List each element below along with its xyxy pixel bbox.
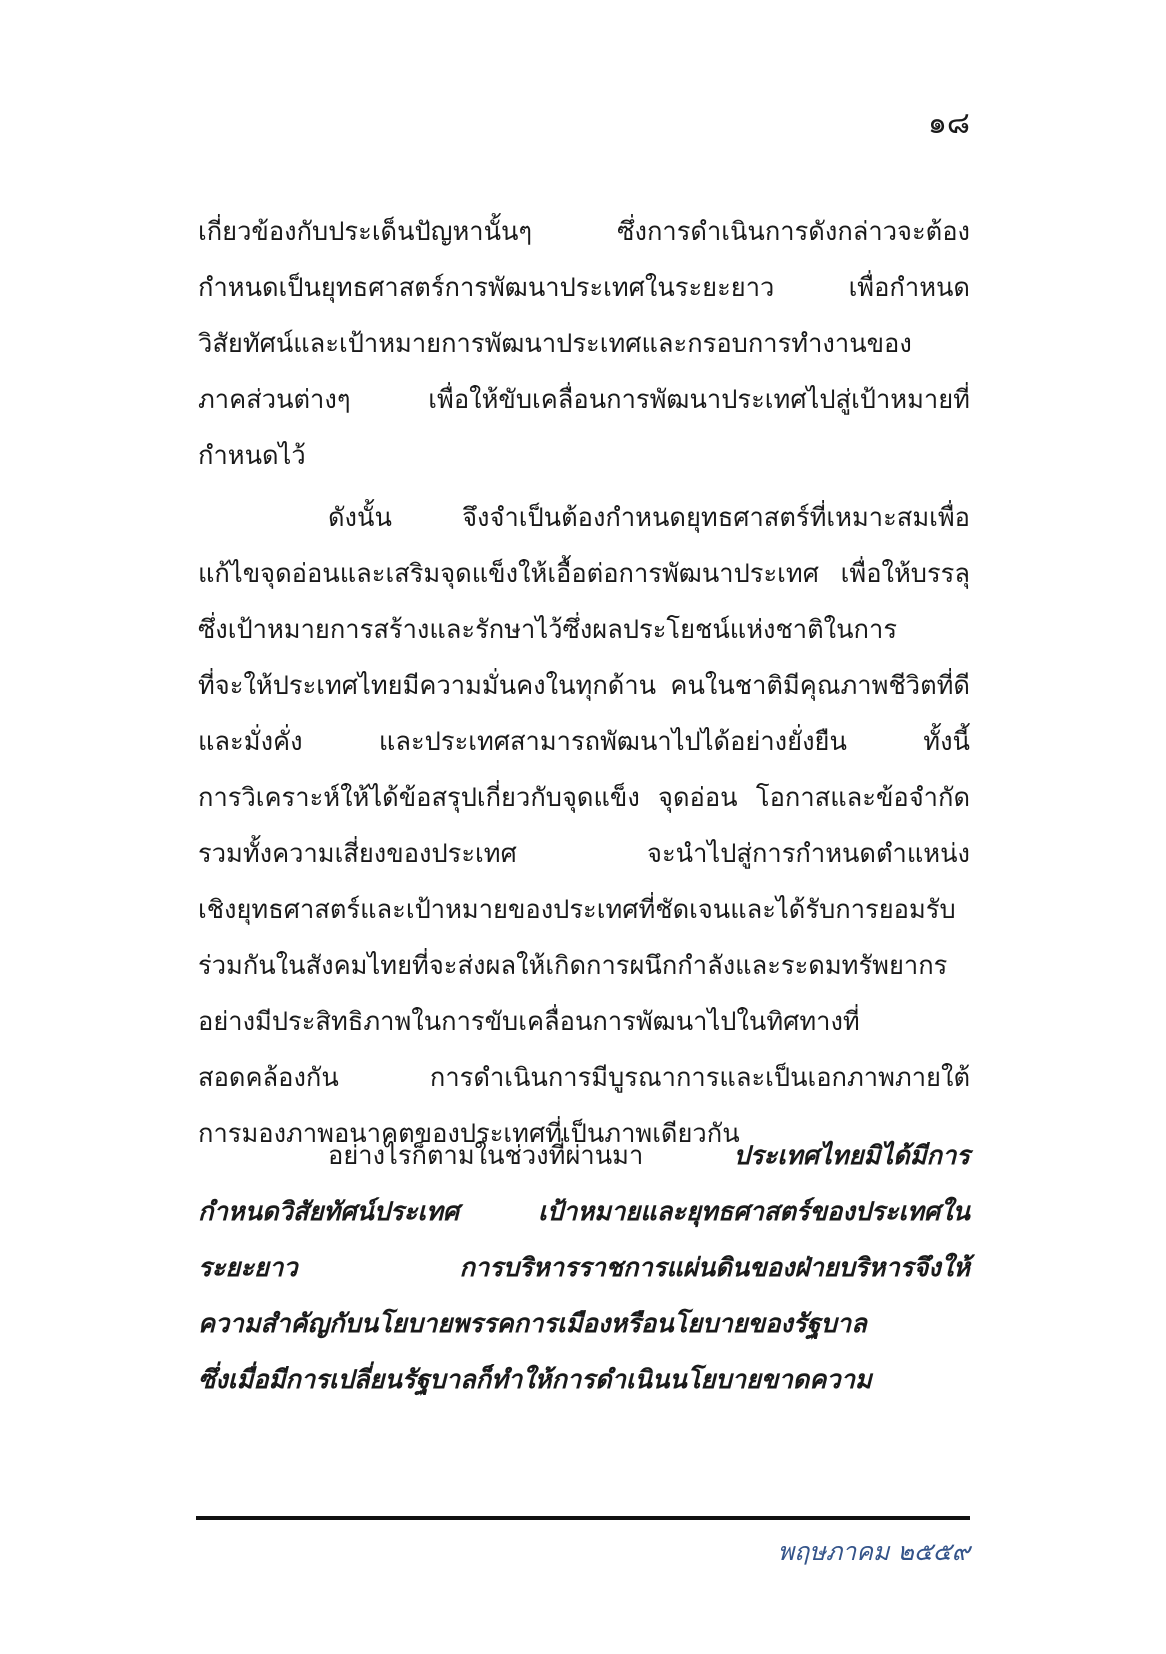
paragraph-line: เกี่ยวข้องกับประเด็นปัญหานั้นๆ ซึ่งการดำเนินการดังกล่าวจะต้อง: [198, 217, 970, 247]
page-number: ๑๘: [927, 106, 970, 141]
paragraph-line: ภาคส่วนต่างๆ เพื่อให้ขับเคลื่อนการพัฒนาประเทศไปสู่เป้าหมายที่: [198, 385, 970, 415]
emphasis-text: ประเทศไทยมิได้มีการ: [733, 1141, 970, 1171]
paragraph-line: สอดคล้องกัน การดำเนินการมีบูรณาการและเป็นเอกภาพภายใต้: [198, 1063, 970, 1093]
paragraph-line: [198, 1128, 970, 1184]
paragraph-line: รวมทั้งความเสี่ยงของประเทศ จะนำไปสู่การกำหนดตำแหน่ง: [198, 839, 970, 869]
paragraph-line: ที่จะให้ประเทศไทยมีความมั่นคงในทุกด้าน คนในชาติมีคุณภาพชีวิตที่ดี: [198, 671, 970, 701]
paragraph-line: กำหนดเป็นยุทธศาสตร์การพัฒนาประเทศในระยะยาว เพื่อกำหนด: [198, 273, 970, 303]
paragraph-line: ดังนั้น จึงจำเป็นต้องกำหนดยุทธศาสตร์ที่เหมาะสมเพื่อ: [328, 503, 970, 533]
paragraph-1: [198, 204, 970, 484]
paragraph-line: วิสัยทัศน์และเป้าหมายการพัฒนาประเทศและกรอบการทำงานของ: [198, 329, 912, 359]
paragraph-3: [198, 1128, 970, 1408]
paragraph-line: ซึ่งเป้าหมายการสร้างและรักษาไว้ซึ่งผลประโยชน์แห่งชาติในการ: [198, 615, 898, 645]
paragraph-line: กำหนดวิสัยทัศน์ประเทศ เป้าหมายและยุทธศาสตร์ของประเทศใน: [198, 1197, 970, 1227]
paragraph-line: ซึ่งเมื่อมีการเปลี่ยนรัฐบาลก็ทำให้การดำเนินนโยบายขาดความ: [198, 1365, 872, 1395]
paragraph-line: กำหนดไว้: [198, 441, 306, 471]
paragraph-intro: อย่างไรก็ตามในช่วงที่ผ่านมา: [328, 1141, 644, 1171]
paragraph-line: ระยะยาว การบริหารราชการแผ่นดินของฝ่ายบริหารจึงให้: [198, 1253, 970, 1283]
paragraph-line: การวิเคราะห์ให้ได้ข้อสรุปเกี่ยวกับจุดแข็ง จุดอ่อน โอกาสและข้อจำกัด: [198, 783, 970, 813]
paragraph-line: และมั่งคั่ง และประเทศสามารถพัฒนาไปได้อย่างยั่งยืน ทั้งนี้: [198, 727, 970, 757]
paragraph-line: ร่วมกันในสังคมไทยที่จะส่งผลให้เกิดการผนึกกำลังและระดมทรัพยากร: [198, 951, 948, 981]
paragraph-2: [198, 490, 970, 1162]
paragraph-line: อย่างมีประสิทธิภาพในการขับเคลื่อนการพัฒนาไปในทิศทางที่: [198, 1007, 860, 1037]
paragraph-line: แก้ไขจุดอ่อนและเสริมจุดแข็งให้เอื้อต่อการพัฒนาประเทศ เพื่อให้บรรลุ: [198, 559, 970, 589]
paragraph-line: ความสำคัญกับนโยบายพรรคการเมืองหรือนโยบายของรัฐบาล: [198, 1309, 867, 1339]
paragraph-line: การมองภาพอนาคตของประเทศที่เป็นภาพเดียวกัน: [198, 1119, 740, 1149]
footer-divider: [196, 1516, 970, 1520]
paragraph-line: เชิงยุทธศาสตร์และเป้าหมายของประเทศที่ชัดเจนและได้รับการยอมรับ: [198, 895, 956, 925]
footer-date: พฤษภาคม ๒๕๕๙: [777, 1537, 970, 1566]
